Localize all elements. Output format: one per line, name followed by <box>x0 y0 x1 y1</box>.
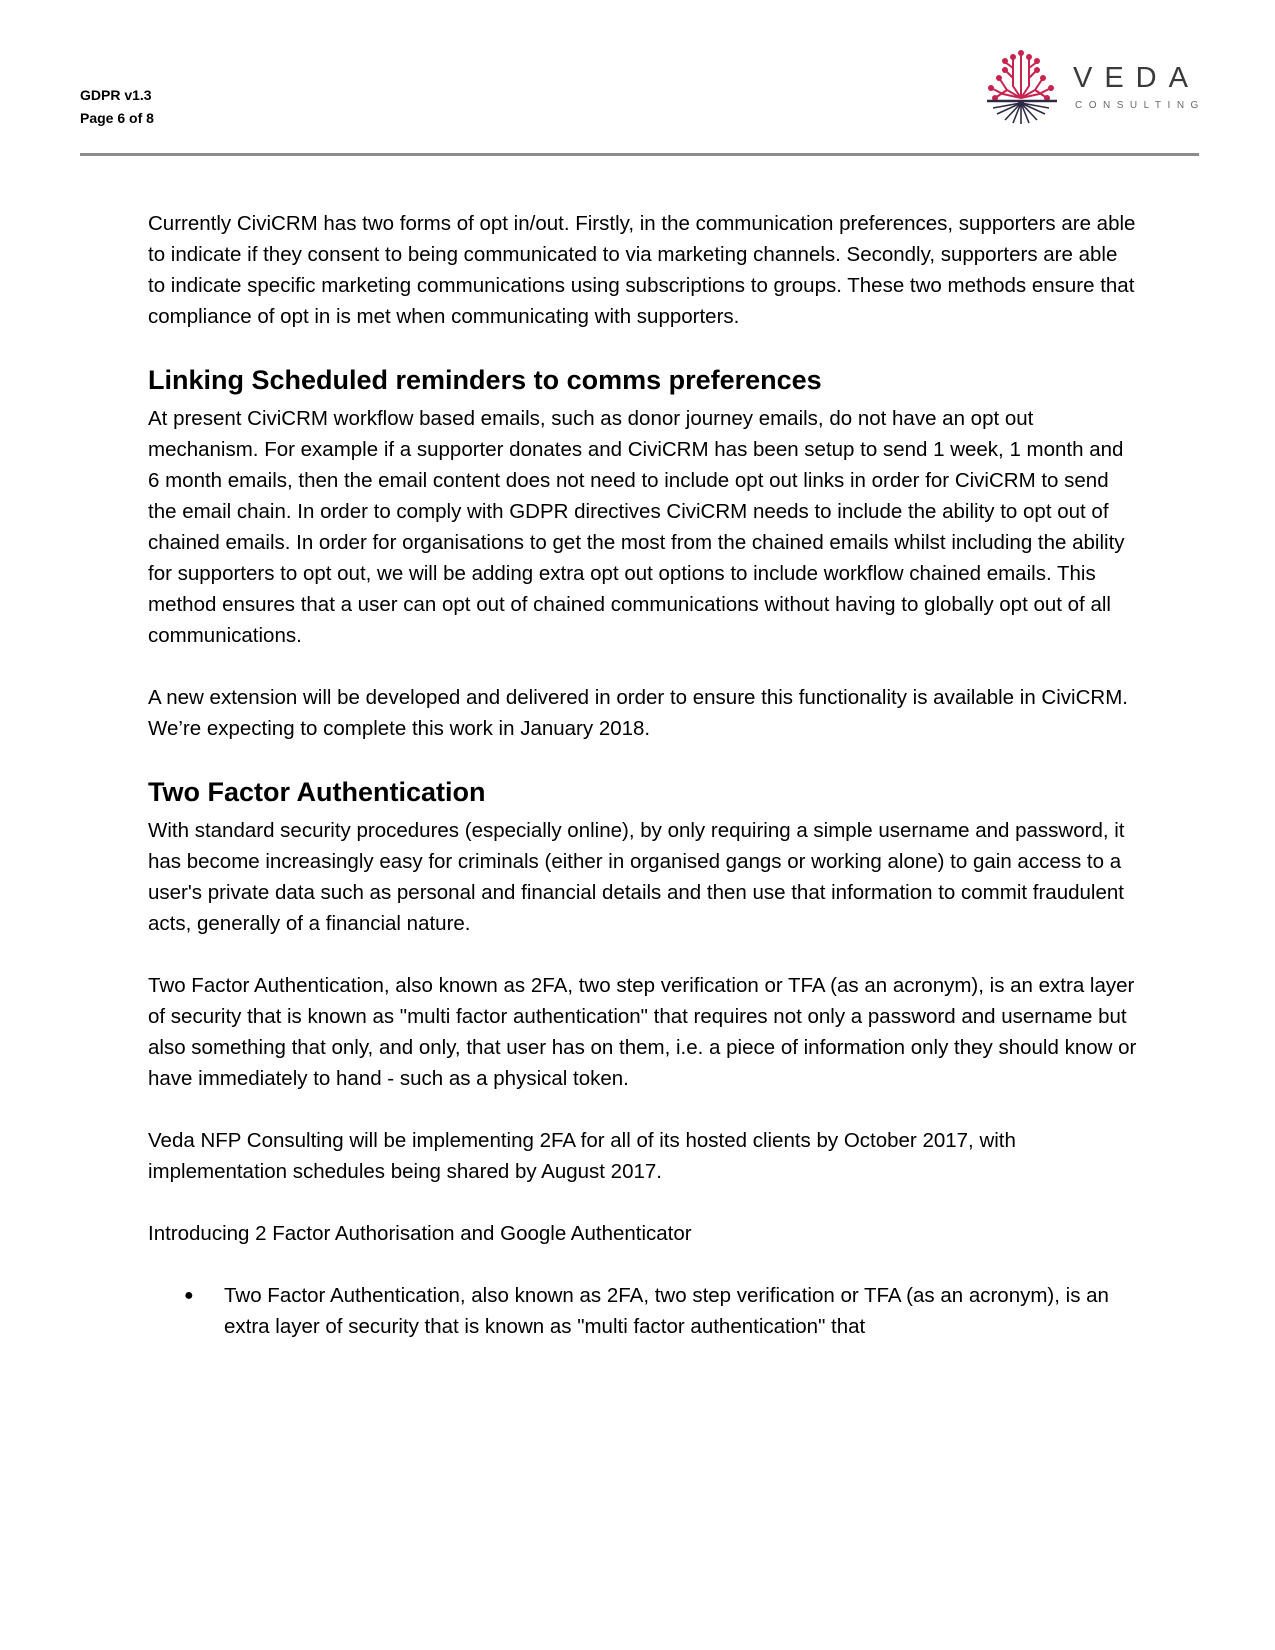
logo-subtitle-text: CONSULTING <box>1075 100 1205 111</box>
paragraph: Two Factor Authentication, also known as 2FA, two step verification or TFA (as an acronym), is an extra layer of security that is known as "multi factor authentication" that requires not only a password and username but also something that only, and only, that user has on them, i.e. a piece of information only they should know or have immediately to hand - such as a physical token. <box>148 974 1137 1090</box>
logo-brand-text: VEDA <box>1073 62 1200 94</box>
bullet-list <box>148 1280 1138 1342</box>
tree-roots-icon <box>985 48 1065 128</box>
header-divider <box>80 153 1199 156</box>
bullet-icon: ● <box>184 1287 194 1304</box>
page-content <box>148 208 1138 1342</box>
paragraph: Veda NFP Consulting will be implementing 2FA for all of its hosted clients by October 2017, with implementation schedules being shared by August 2017. <box>148 1129 1016 1183</box>
paragraph: Introducing 2 Factor Authorisation and Google Authenticator <box>148 1222 692 1245</box>
paragraph: A new extension will be developed and delivered in order to ensure this functionality is available in CiviCRM. We’re expecting to complete this work in January 2018. <box>148 686 1128 740</box>
list-item-text: Two Factor Authentication, also known as 2FA, two step verification or TFA (as an acronym), is an extra layer of security that is known as "multi factor authentication" that <box>224 1284 1109 1338</box>
intro-paragraph: Currently CiviCRM has two forms of opt in/out. Firstly, in the communication preferences, supporters are able to indicate if they consent to being communicated to via marketing channels. Secondly, supporters are able to indicate specific marketing communications using subscriptions to groups. These two methods ensure that compliance of opt in is met when communicating with supporters. <box>148 212 1136 328</box>
section-two-factor-authentication <box>148 775 1138 1342</box>
doc-version: GDPR v1.3 <box>80 87 152 103</box>
paragraph: With standard security procedures (especially online), by only requiring a simple username and password, it has become increasingly easy for criminals (either in organised gangs or working alone) to gain access to a user's private data such as personal and financial details and then use that information to commit fraudulent acts, generally of a financial nature. <box>148 819 1125 935</box>
section-scheduled-reminders <box>148 363 1138 744</box>
section-heading: Linking Scheduled reminders to comms preferences <box>148 365 822 395</box>
section-heading: Two Factor Authentication <box>148 777 486 807</box>
header-meta <box>80 84 154 130</box>
list-item <box>148 1280 1138 1342</box>
paragraph: At present CiviCRM workflow based emails, such as donor journey emails, do not have an opt out mechanism. For example if a supporter donates and CiviCRM has been setup to send 1 week, 1 month and 6 month emails, then the email content does not need to include opt out links in order for CiviCRM to send the email chain. In order to comply with GDPR directives CiviCRM needs to include the ability to opt out of chained emails. In order for organisations to get the most from the chained emails whilst including the ability for supporters to opt out, we will be adding extra opt out options to include workflow chained emails. This method ensures that a user can opt out of chained communications without having to globally opt out of all communications. <box>148 407 1125 647</box>
veda-consulting-logo <box>985 48 1205 128</box>
page-indicator: Page 6 of 8 <box>80 110 154 126</box>
